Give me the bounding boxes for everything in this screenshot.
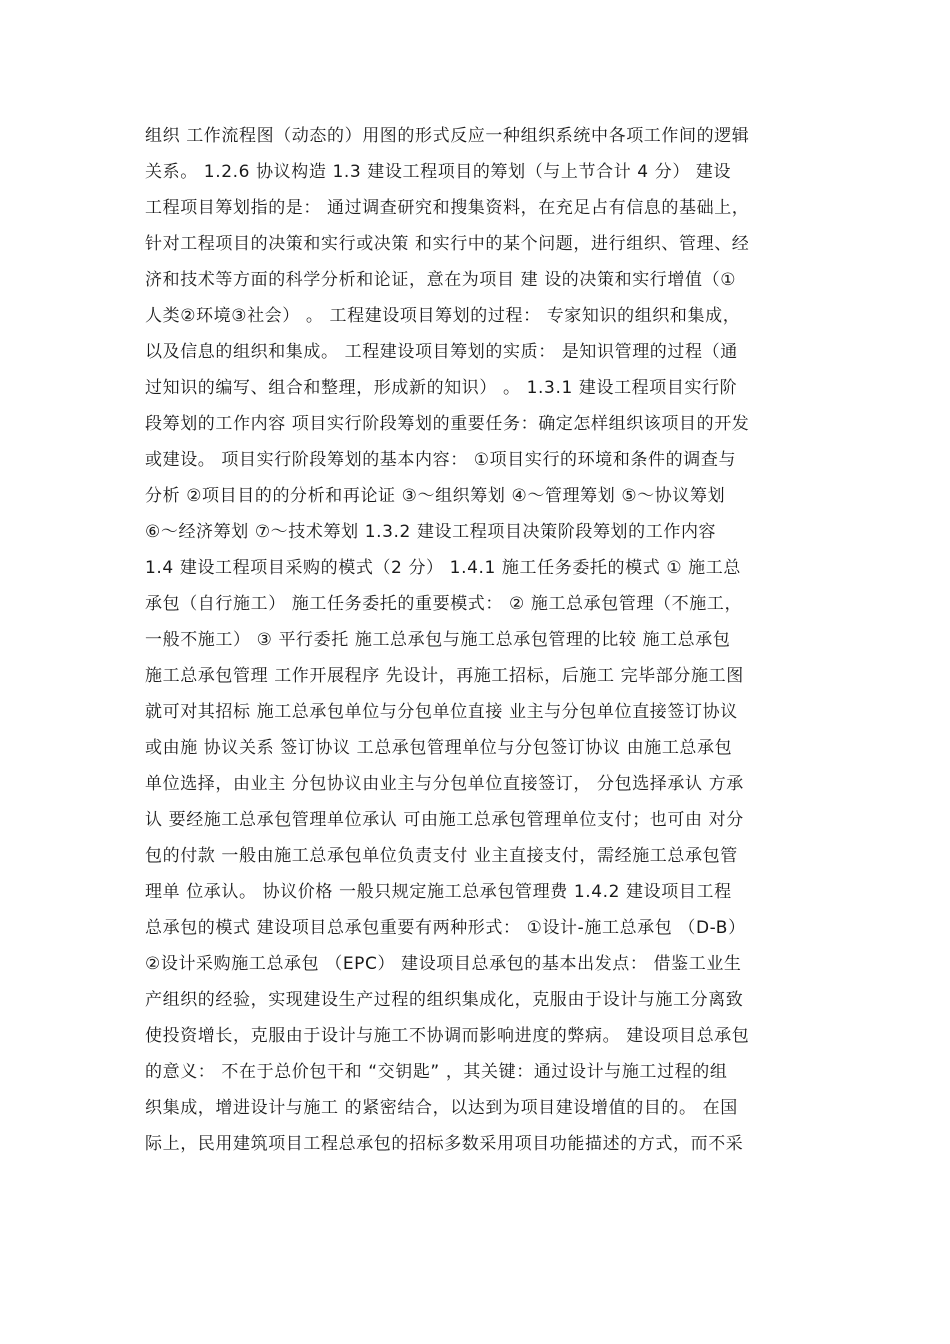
text-line: 以及信息的组织和集成。 工程建设项目筹划的实质： 是知识管理的过程（通 <box>145 342 738 362</box>
text-line: 段筹划的工作内容 项目实行阶段筹划的重要任务：确定怎样组织该项目的开发 <box>145 414 750 434</box>
text-line: 总承包的模式 建设项目总承包重要有两种形式： ①设计-施工总承包 （D-B） <box>145 918 746 938</box>
text-line: 施工总承包管理 工作开展程序 先设计，再施工招标，后施工 完毕部分施工图 <box>145 666 744 686</box>
text-line: 使投资增长，克服由于设计与施工不协调而影响进度的弊病。 建设项目总承包 <box>145 1026 750 1046</box>
text-line: 组织 工作流程图（动态的）用图的形式反应一种组织系统中各项工作间的逻辑 <box>145 126 750 146</box>
text-line: 单位选择，由业主 分包协议由业主与分包单位直接签订， 分包选择承认 方承 <box>145 774 744 794</box>
text-line: 承包（自行施工） 施工任务委托的重要模式： ② 施工总承包管理（不施工， <box>145 594 743 614</box>
text-line: 1.4 建设工程项目采购的模式（2 分） 1.4.1 施工任务委托的模式 ① 施工总 <box>145 558 741 578</box>
text-line: 的意义： 不在于总价包干和 “交钥匙” ，其关键：通过设计与施工过程的组 <box>145 1062 728 1082</box>
text-line: 人类②环境③社会） 。 工程建设项目筹划的过程： 专家知识的组织和集成， <box>145 306 741 326</box>
text-line: 产组织的经验，实现建设生产过程的组织集成化，克服由于设计与施工分离致 <box>145 990 744 1010</box>
text-line: 或由施 协议关系 签订协议 工总承包管理单位与分包签订协议 由施工总承包 <box>145 738 733 758</box>
text-line: 就可对其招标 施工总承包单位与分包单位直接 业主与分包单位直接签订协议 <box>145 702 738 722</box>
text-line: 针对工程项目的决策和实行或决策 和实行中的某个问题，进行组织、管理、经 <box>145 234 750 254</box>
text-line: 一般不施工） ③ 平行委托 施工总承包与施工总承包管理的比较 施工总承包 <box>145 630 731 650</box>
text-line: 际上，民用建筑项目工程总承包的招标多数采用项目功能描述的方式，而不采 <box>145 1134 744 1154</box>
text-line: 工程项目筹划指的是： 通过调查研究和搜集资料，在充足占有信息的基础上， <box>145 198 750 218</box>
text-line: 认 要经施工总承包管理单位承认 可由施工总承包管理单位支付；也可由 对分 <box>145 810 744 830</box>
text-line: 关系。 1.2.6 协议构造 1.3 建设工程项目的筹划（与上节合计 4 分） 建设 <box>145 162 732 182</box>
text-line: 织集成，增进设计与施工 的紧密结合，以达到为项目建设增值的目的。 在国 <box>145 1098 738 1118</box>
text-line: 济和技术等方面的科学分析和论证，意在为项目 建 设的决策和实行增值（① <box>145 270 737 290</box>
text-line: 过知识的编写、组合和整理，形成新的知识） 。 1.3.1 建设工程项目实行阶 <box>145 378 738 398</box>
text-line: ②设计采购施工总承包 （EPC） 建设项目总承包的基本出发点： 借鉴工业生 <box>145 954 742 974</box>
body-text <box>145 118 825 1162</box>
text-line: 分析 ②项目目的的分析和再论证 ③～组织筹划 ④～管理筹划 ⑤～协议筹划 <box>145 486 726 506</box>
text-line: 理单 位承认。 协议价格 一般只规定施工总承包管理费 1.4.2 建设项目工程 <box>145 882 732 902</box>
text-line: 或建设。 项目实行阶段筹划的基本内容： ①项目实行的环境和条件的调查与 <box>145 450 737 470</box>
text-line: ⑥～经济筹划 ⑦～技术筹划 1.3.2 建设工程项目决策阶段筹划的工作内容 <box>145 522 717 542</box>
text-line: 包的付款 一般由施工总承包单位负责支付 业主直接支付，需经施工总承包管 <box>145 846 738 866</box>
